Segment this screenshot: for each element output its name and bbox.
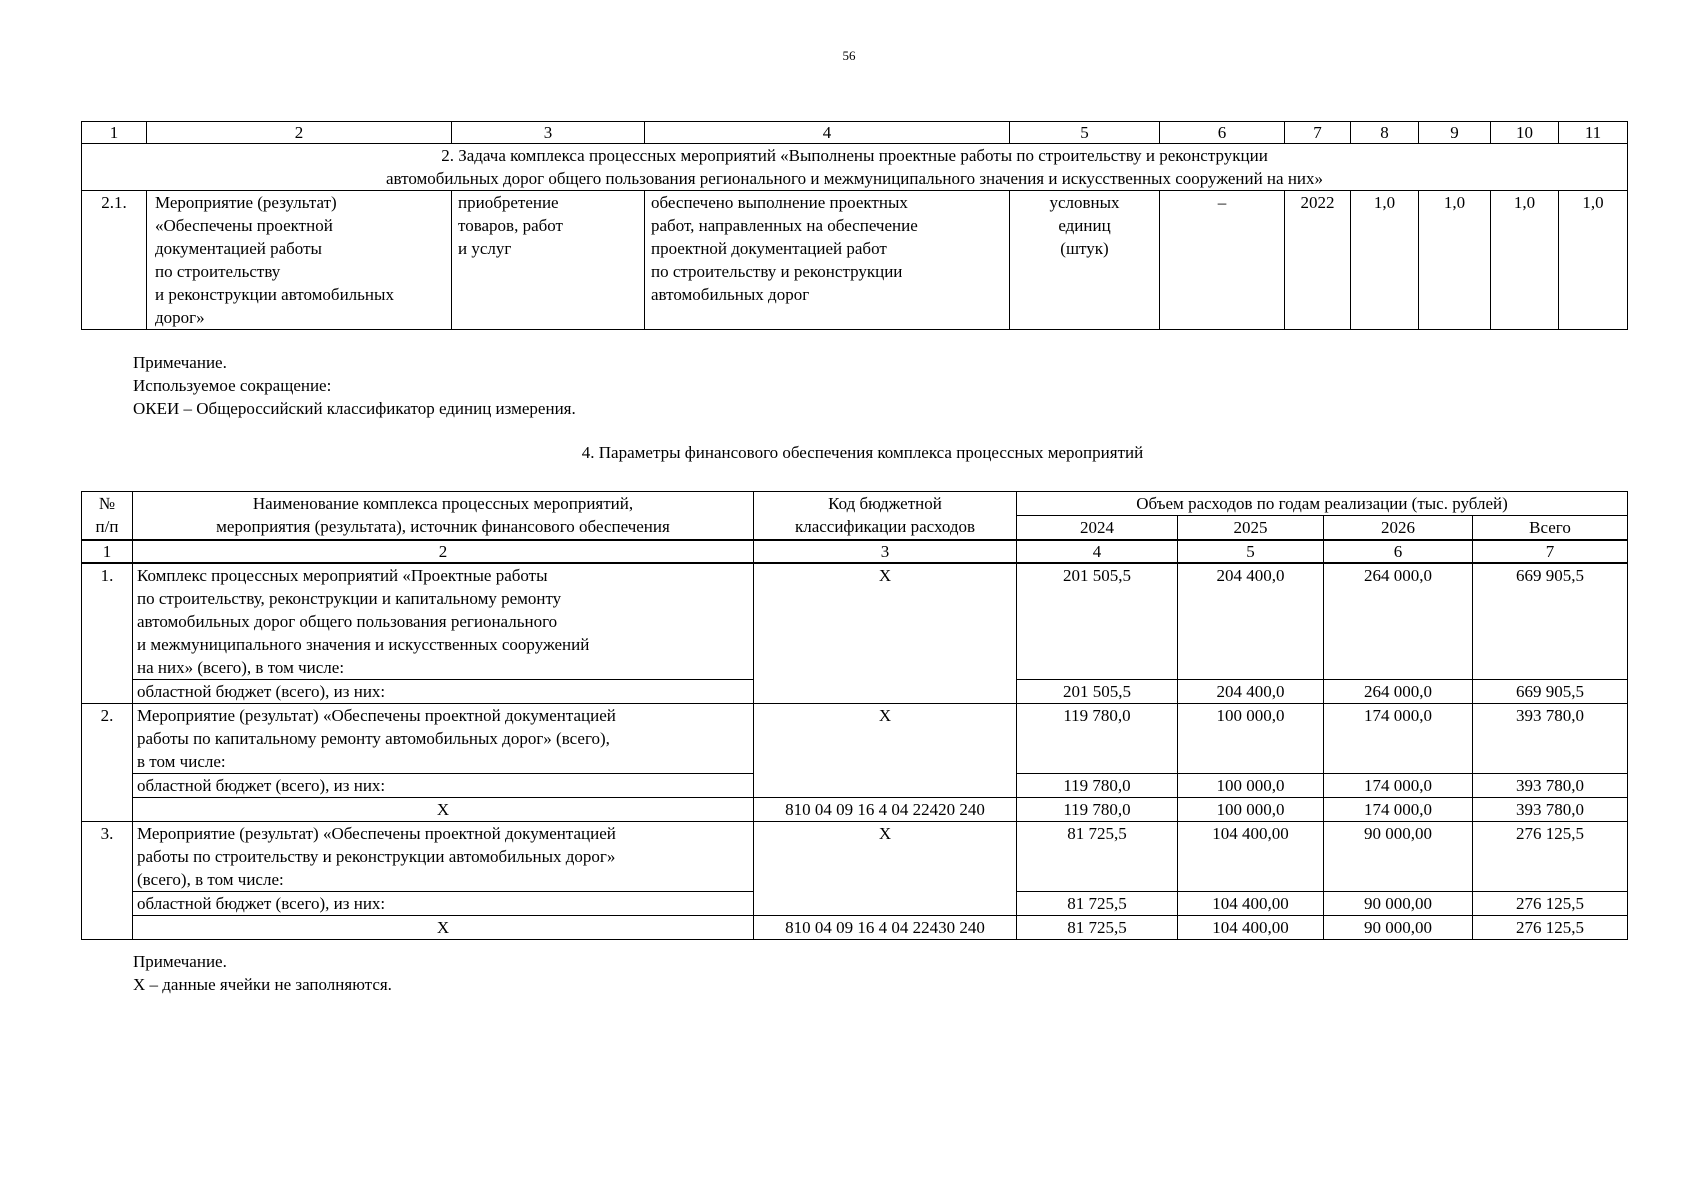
value-2026: 174 000,0 (1324, 774, 1473, 798)
column-number: 2 (147, 122, 452, 144)
header-name: Наименование комплекса процессных мероприятий, мероприятия (результата), источник финансового обеспечения (133, 492, 754, 541)
measure-type: приобретение товаров, работ и услуг (452, 191, 645, 330)
value-2026: 174 000,0 (1324, 704, 1473, 774)
header-year: 2025 (1178, 516, 1324, 541)
row-name: Комплекс процессных мероприятий «Проектные работы по строительству, реконструкции и капитальному ремонту автомобильных дорог общего пользования регионального и межмуниципального значения и искусственных сооружений на них» (всего), в том числе: (133, 563, 754, 680)
value-2024: 119 780,0 (1017, 774, 1178, 798)
value-2025: 104 400,00 (1178, 892, 1324, 916)
column-number: 5 (1178, 540, 1324, 563)
column-number: 7 (1285, 122, 1351, 144)
column-number: 6 (1160, 122, 1285, 144)
value-total: 669 905,5 (1473, 680, 1628, 704)
row-name: Х (133, 916, 754, 940)
column-number: 4 (1017, 540, 1178, 563)
row-number: 2. (82, 704, 133, 822)
value-total: 393 780,0 (1473, 774, 1628, 798)
header-row (82, 492, 1628, 516)
column-number: 6 (1324, 540, 1473, 563)
value-2025: 104 400,00 (1178, 916, 1324, 940)
task-title: 2. Задача комплекса процессных мероприятий «Выполнены проектные работы по строительству и реконструкции автомобильных дорог общего пользования регионального и межмуниципального значения и искусственных сооружений на них» (82, 144, 1628, 191)
note-abbreviations (133, 351, 576, 420)
column-number: 7 (1473, 540, 1628, 563)
column-number: 5 (1010, 122, 1160, 144)
header-volume: Объем расходов по годам реализации (тыс. рублей) (1017, 492, 1628, 516)
column-number-row (82, 122, 1628, 144)
value-2024: 119 780,0 (1017, 798, 1178, 822)
row-number: 2.1. (82, 191, 147, 330)
note-empty-cells (133, 950, 392, 996)
okei-code: – (1160, 191, 1285, 330)
value-total: 393 780,0 (1473, 798, 1628, 822)
row-number: 3. (82, 822, 133, 940)
value-2025: 204 400,0 (1178, 563, 1324, 680)
section-title: 4. Параметры финансового обеспечения комплекса процессных мероприятий (581, 443, 1144, 462)
budget-code: Х (754, 822, 1017, 916)
value-2024: 201 505,5 (1017, 563, 1178, 680)
value-total: 276 125,5 (1473, 916, 1628, 940)
row-name: областной бюджет (всего), из них: (133, 774, 754, 798)
note-title: Примечание. (133, 353, 227, 372)
note-line: ОКЕИ – Общероссийский классификатор единиц измерения. (133, 399, 576, 418)
value-cell: 1,0 (1491, 191, 1559, 330)
value-2024: 201 505,5 (1017, 680, 1178, 704)
value-2025: 204 400,0 (1178, 680, 1324, 704)
column-number: 1 (82, 122, 147, 144)
value-cell: 1,0 (1351, 191, 1419, 330)
note-line: Используемое сокращение: (133, 376, 332, 395)
table-row (82, 563, 1628, 680)
value-2026: 90 000,00 (1324, 822, 1473, 892)
column-number: 4 (645, 122, 1010, 144)
row-name: Мероприятие (результат) «Обеспечены проектной документацией работы по строительству и реконструкции автомобильных дорог» (всего), в том числе: (133, 822, 754, 892)
header-total: Всего (1473, 516, 1628, 541)
measure-description: обеспечено выполнение проектных работ, направленных на обеспечение проектной документацией работ по строительству и реконструкции автомобильных дорог (645, 191, 1010, 330)
value-total: 276 125,5 (1473, 892, 1628, 916)
row-name: областной бюджет (всего), из них: (133, 680, 754, 704)
table-row (82, 916, 1628, 940)
column-number: 8 (1351, 122, 1419, 144)
value-2025: 100 000,0 (1178, 774, 1324, 798)
value-total: 393 780,0 (1473, 704, 1628, 774)
table-row (82, 704, 1628, 774)
table-row (82, 822, 1628, 892)
value-cell: 1,0 (1419, 191, 1491, 330)
column-number: 3 (754, 540, 1017, 563)
value-total: 276 125,5 (1473, 822, 1628, 892)
value-2024: 81 725,5 (1017, 892, 1178, 916)
row-number: 1. (82, 563, 133, 704)
value-2024: 119 780,0 (1017, 704, 1178, 774)
note-title: Примечание. (133, 952, 227, 971)
column-number: 9 (1419, 122, 1491, 144)
value-2026: 264 000,0 (1324, 680, 1473, 704)
column-number: 3 (452, 122, 645, 144)
budget-code: Х (754, 704, 1017, 798)
table-row (82, 798, 1628, 822)
base-year: 2022 (1285, 191, 1351, 330)
column-number-row (82, 540, 1628, 563)
value-2025: 104 400,00 (1178, 822, 1324, 892)
value-2025: 100 000,0 (1178, 798, 1324, 822)
header-year: 2026 (1324, 516, 1473, 541)
financing-table (81, 491, 1628, 940)
header-code: Код бюджетной классификации расходов (754, 492, 1017, 541)
value-2024: 81 725,5 (1017, 916, 1178, 940)
value-2025: 100 000,0 (1178, 704, 1324, 774)
row-name: Х (133, 798, 754, 822)
budget-code: 810 04 09 16 4 04 22420 240 (754, 798, 1017, 822)
column-number: 11 (1559, 122, 1628, 144)
column-number: 2 (133, 540, 754, 563)
task-row (82, 144, 1628, 191)
budget-code: 810 04 09 16 4 04 22430 240 (754, 916, 1017, 940)
header-year: 2024 (1017, 516, 1178, 541)
unit-of-measure: условных единиц (штук) (1010, 191, 1160, 330)
page-number: 56 (842, 48, 856, 63)
row-name: Мероприятие (результат) «Обеспечены проектной документацией работы по капитальному ремонту автомобильных дорог» (всего), в том числе: (133, 704, 754, 774)
column-number: 1 (82, 540, 133, 563)
value-cell: 1,0 (1559, 191, 1628, 330)
value-2026: 264 000,0 (1324, 563, 1473, 680)
column-number: 10 (1491, 122, 1559, 144)
table-row (82, 191, 1628, 330)
note-line: Х – данные ячейки не заполняются. (133, 975, 392, 994)
value-2024: 81 725,5 (1017, 822, 1178, 892)
budget-code: Х (754, 563, 1017, 704)
value-total: 669 905,5 (1473, 563, 1628, 680)
row-name: областной бюджет (всего), из них: (133, 892, 754, 916)
value-2026: 90 000,00 (1324, 916, 1473, 940)
value-2026: 90 000,00 (1324, 892, 1473, 916)
measure-name: Мероприятие (результат) «Обеспечены проектной документацией работы по строительству и реконструкции автомобильных дорог» (147, 191, 452, 330)
indicators-table (81, 121, 1628, 330)
value-2026: 174 000,0 (1324, 798, 1473, 822)
header-num: № п/п (82, 492, 133, 541)
